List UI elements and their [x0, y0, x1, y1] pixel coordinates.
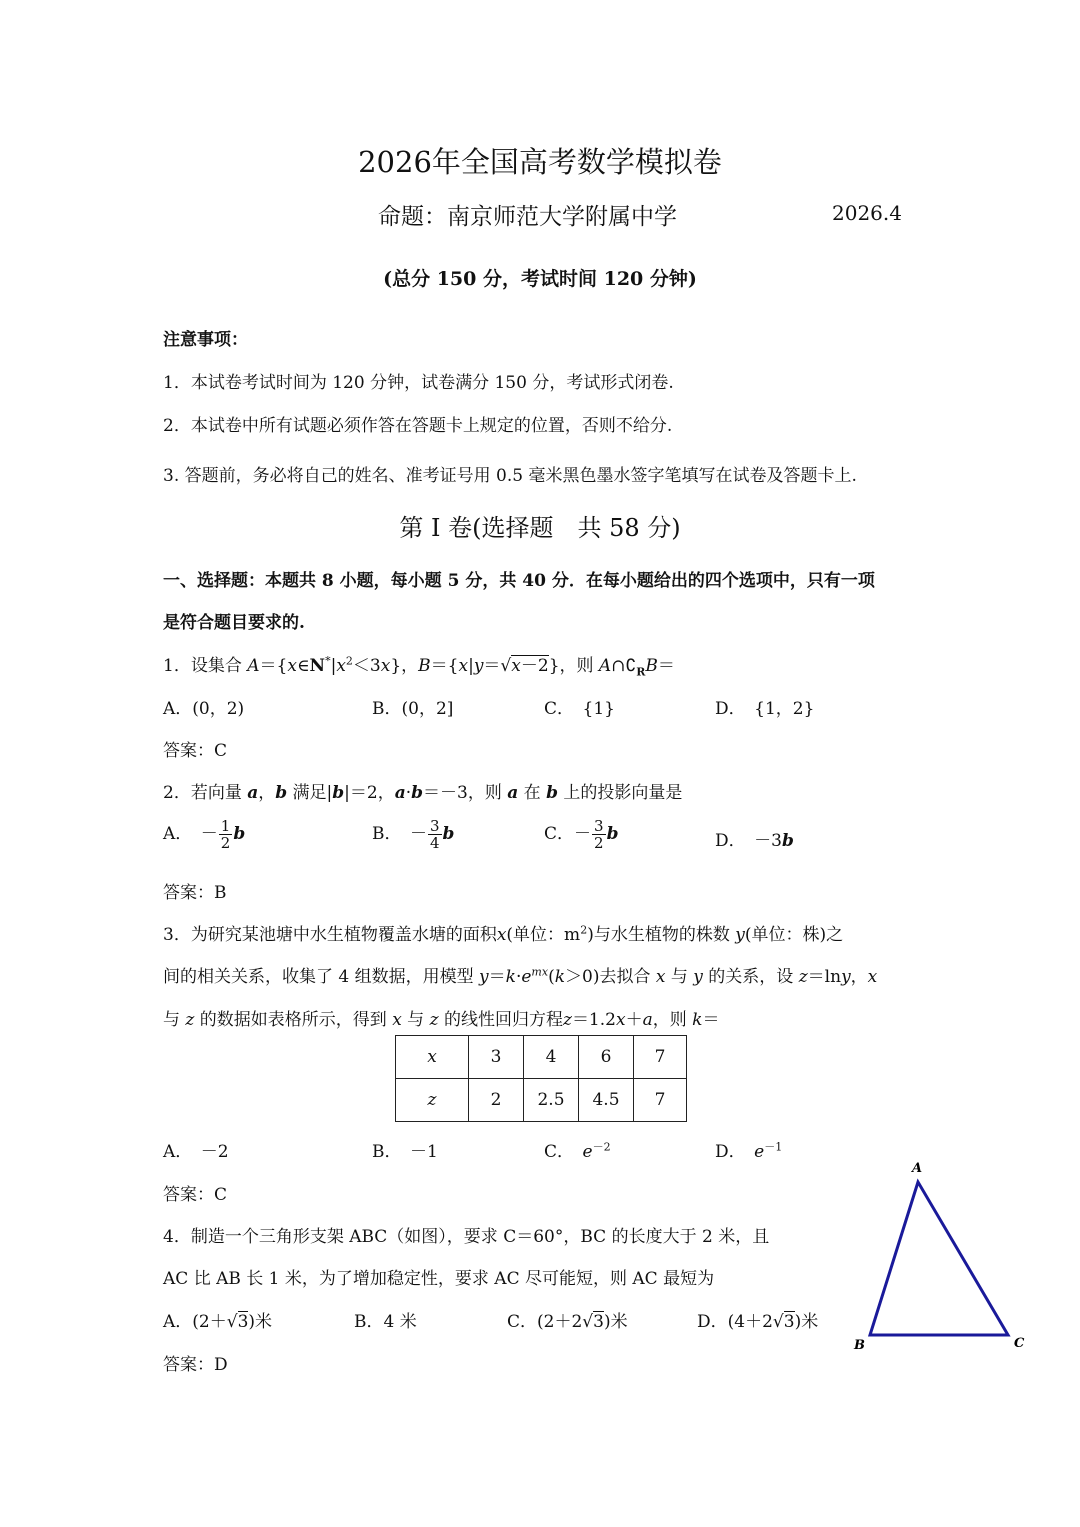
q1-answer: 答案：C: [163, 741, 228, 761]
table-row: [396, 1079, 687, 1122]
q2-option-c-label: C．: [544, 824, 575, 844]
q1-stem-prefix: 1．设集合: [163, 656, 242, 676]
q1-option-b: B．(0，2]: [372, 699, 454, 719]
exam-date: 2026.4: [832, 201, 902, 225]
q2-option-a-label: A．: [163, 824, 184, 844]
q2-answer: 答案：B: [163, 883, 227, 903]
q2-option-c: C．－ $\frac{3}{2}$ b: [544, 817, 619, 852]
q4-answer: 答案：D: [163, 1355, 228, 1375]
q3-option-b: B． －1: [372, 1142, 438, 1162]
table-cell: 3: [469, 1036, 524, 1079]
q3-line1-prefix: 3．为研究某池塘中水生植物覆盖水塘的面积: [163, 925, 497, 945]
q2-option-b-label: B．: [372, 824, 393, 844]
section-intro-line2: 是符合题目要求的.: [163, 613, 305, 633]
notice-item-1: 1．本试卷考试时间为 120 分钟，试卷满分 150 分，考试形式闭卷.: [163, 373, 674, 393]
section-intro-line1: 一、选择题：本题共 8 小题，每小题 5 分，共 40 分．在每小题给出的四个选项中，只有一项: [163, 571, 875, 591]
table-cell: 2: [469, 1079, 524, 1122]
triangle-shape: [870, 1182, 1008, 1335]
q2-option-b: B． － $\frac{3}{4}$ b: [372, 817, 455, 852]
vertex-label-c: C: [1014, 1336, 1025, 1351]
exam-score-note: (总分 150 分，考试时间 120 分钟): [383, 268, 697, 290]
q2-option-d-label: D．: [715, 831, 738, 851]
q3-option-c-label: C．: [544, 1142, 566, 1162]
section-title: 第 I 卷(选择题 共 58 分): [399, 514, 681, 542]
q4-option-c: C．(2＋2√3)米: [507, 1312, 628, 1332]
table-cell: 4.5: [579, 1079, 634, 1122]
vertex-label-b: B: [854, 1338, 865, 1353]
q4-option-d: D．(4＋2√3)米: [697, 1312, 819, 1332]
q3-option-d-label: D．: [715, 1142, 738, 1162]
q1-option-c: C． {1}: [544, 699, 615, 719]
vertex-label-a: A: [912, 1161, 923, 1176]
q3-line3: 与 z 的数据如表格所示，得到 x 与 z 的线性回归方程z＝1.2x＋a，则 k＝: [163, 1010, 720, 1030]
q2-option-a: A． － $\frac{1}{2}$ b: [163, 817, 246, 852]
q3-option-a: A． －2: [163, 1142, 229, 1162]
table-row: [396, 1036, 687, 1079]
q3-option-c: C． $e^{-2}$: [544, 1140, 611, 1162]
q4-line1: 4．制造一个三角形支架 ABC（如图），要求 C＝60°，BC 的长度大于 2 米，且: [163, 1227, 770, 1247]
notice-item-3: 3. 答题前，务必将自己的姓名、准考证号用 0.5 毫米黑色墨水签字笔填写在试卷及答题卡上.: [163, 466, 857, 486]
table-cell: 4: [524, 1036, 579, 1079]
triangle-abc-figure: [848, 1158, 1038, 1358]
q4-option-b: B．4 米: [354, 1312, 417, 1332]
exam-title: 2026年全国高考数学模拟卷: [358, 145, 722, 179]
q3-line1: 3．为研究某池塘中水生植物覆盖水塘的面积x(单位：$m^2$)与水生植物的株数 y(单位：株)之: [163, 923, 844, 945]
q3-line2: 间的相关关系，收集了 4 组数据，用模型 $y=k\cdot e^{mx}(k>0)$去拟合 x 与 y 的关系，设 z＝lny，x: [163, 965, 878, 987]
q2-stem: 2．若向量 a，b 满足|b|＝2，a·b＝－3，则 a 在 b 上的投影向量是: [163, 783, 683, 803]
q3-option-d: D． $e^{-1}$: [715, 1140, 783, 1162]
q3-option-a-label: A．: [163, 1142, 184, 1162]
table-cell: 6: [579, 1036, 634, 1079]
exam-author: 命题：南京师范大学附属中学: [378, 204, 677, 230]
table-cell: 2.5: [524, 1079, 579, 1122]
q2-stem-prefix: 2．若向量: [163, 783, 242, 803]
q4-line2: AC 比 AB 长 1 米，为了增加稳定性，要求 AC 尽可能短，则 AC 最短为: [163, 1269, 715, 1289]
q1-stem: 1．设集合 $A=\{x\in N^*|x^2<3x\}$，B＝{x|y＝√x－2}，则 $A\cap∁_RB=$: [163, 654, 675, 679]
table-cell: 7: [634, 1079, 687, 1122]
q3-option-b-label: B．: [372, 1142, 393, 1162]
q1-option-a: A．(0，2): [163, 699, 245, 719]
table-cell: x: [396, 1036, 469, 1079]
notice-heading: 注意事项：: [163, 330, 248, 350]
table-cell: 7: [634, 1036, 687, 1079]
notice-item-2: 2．本试卷中所有试题必须作答在答题卡上规定的位置，否则不给分.: [163, 416, 673, 436]
q2-option-d: D． －3b: [715, 831, 794, 851]
table-cell: z: [396, 1079, 469, 1122]
q4-option-a: A．(2＋√3)米: [163, 1312, 273, 1332]
q1-option-d: D． {1，2}: [715, 699, 815, 719]
q3-data-table: [395, 1035, 687, 1122]
q3-answer: 答案：C: [163, 1185, 228, 1205]
